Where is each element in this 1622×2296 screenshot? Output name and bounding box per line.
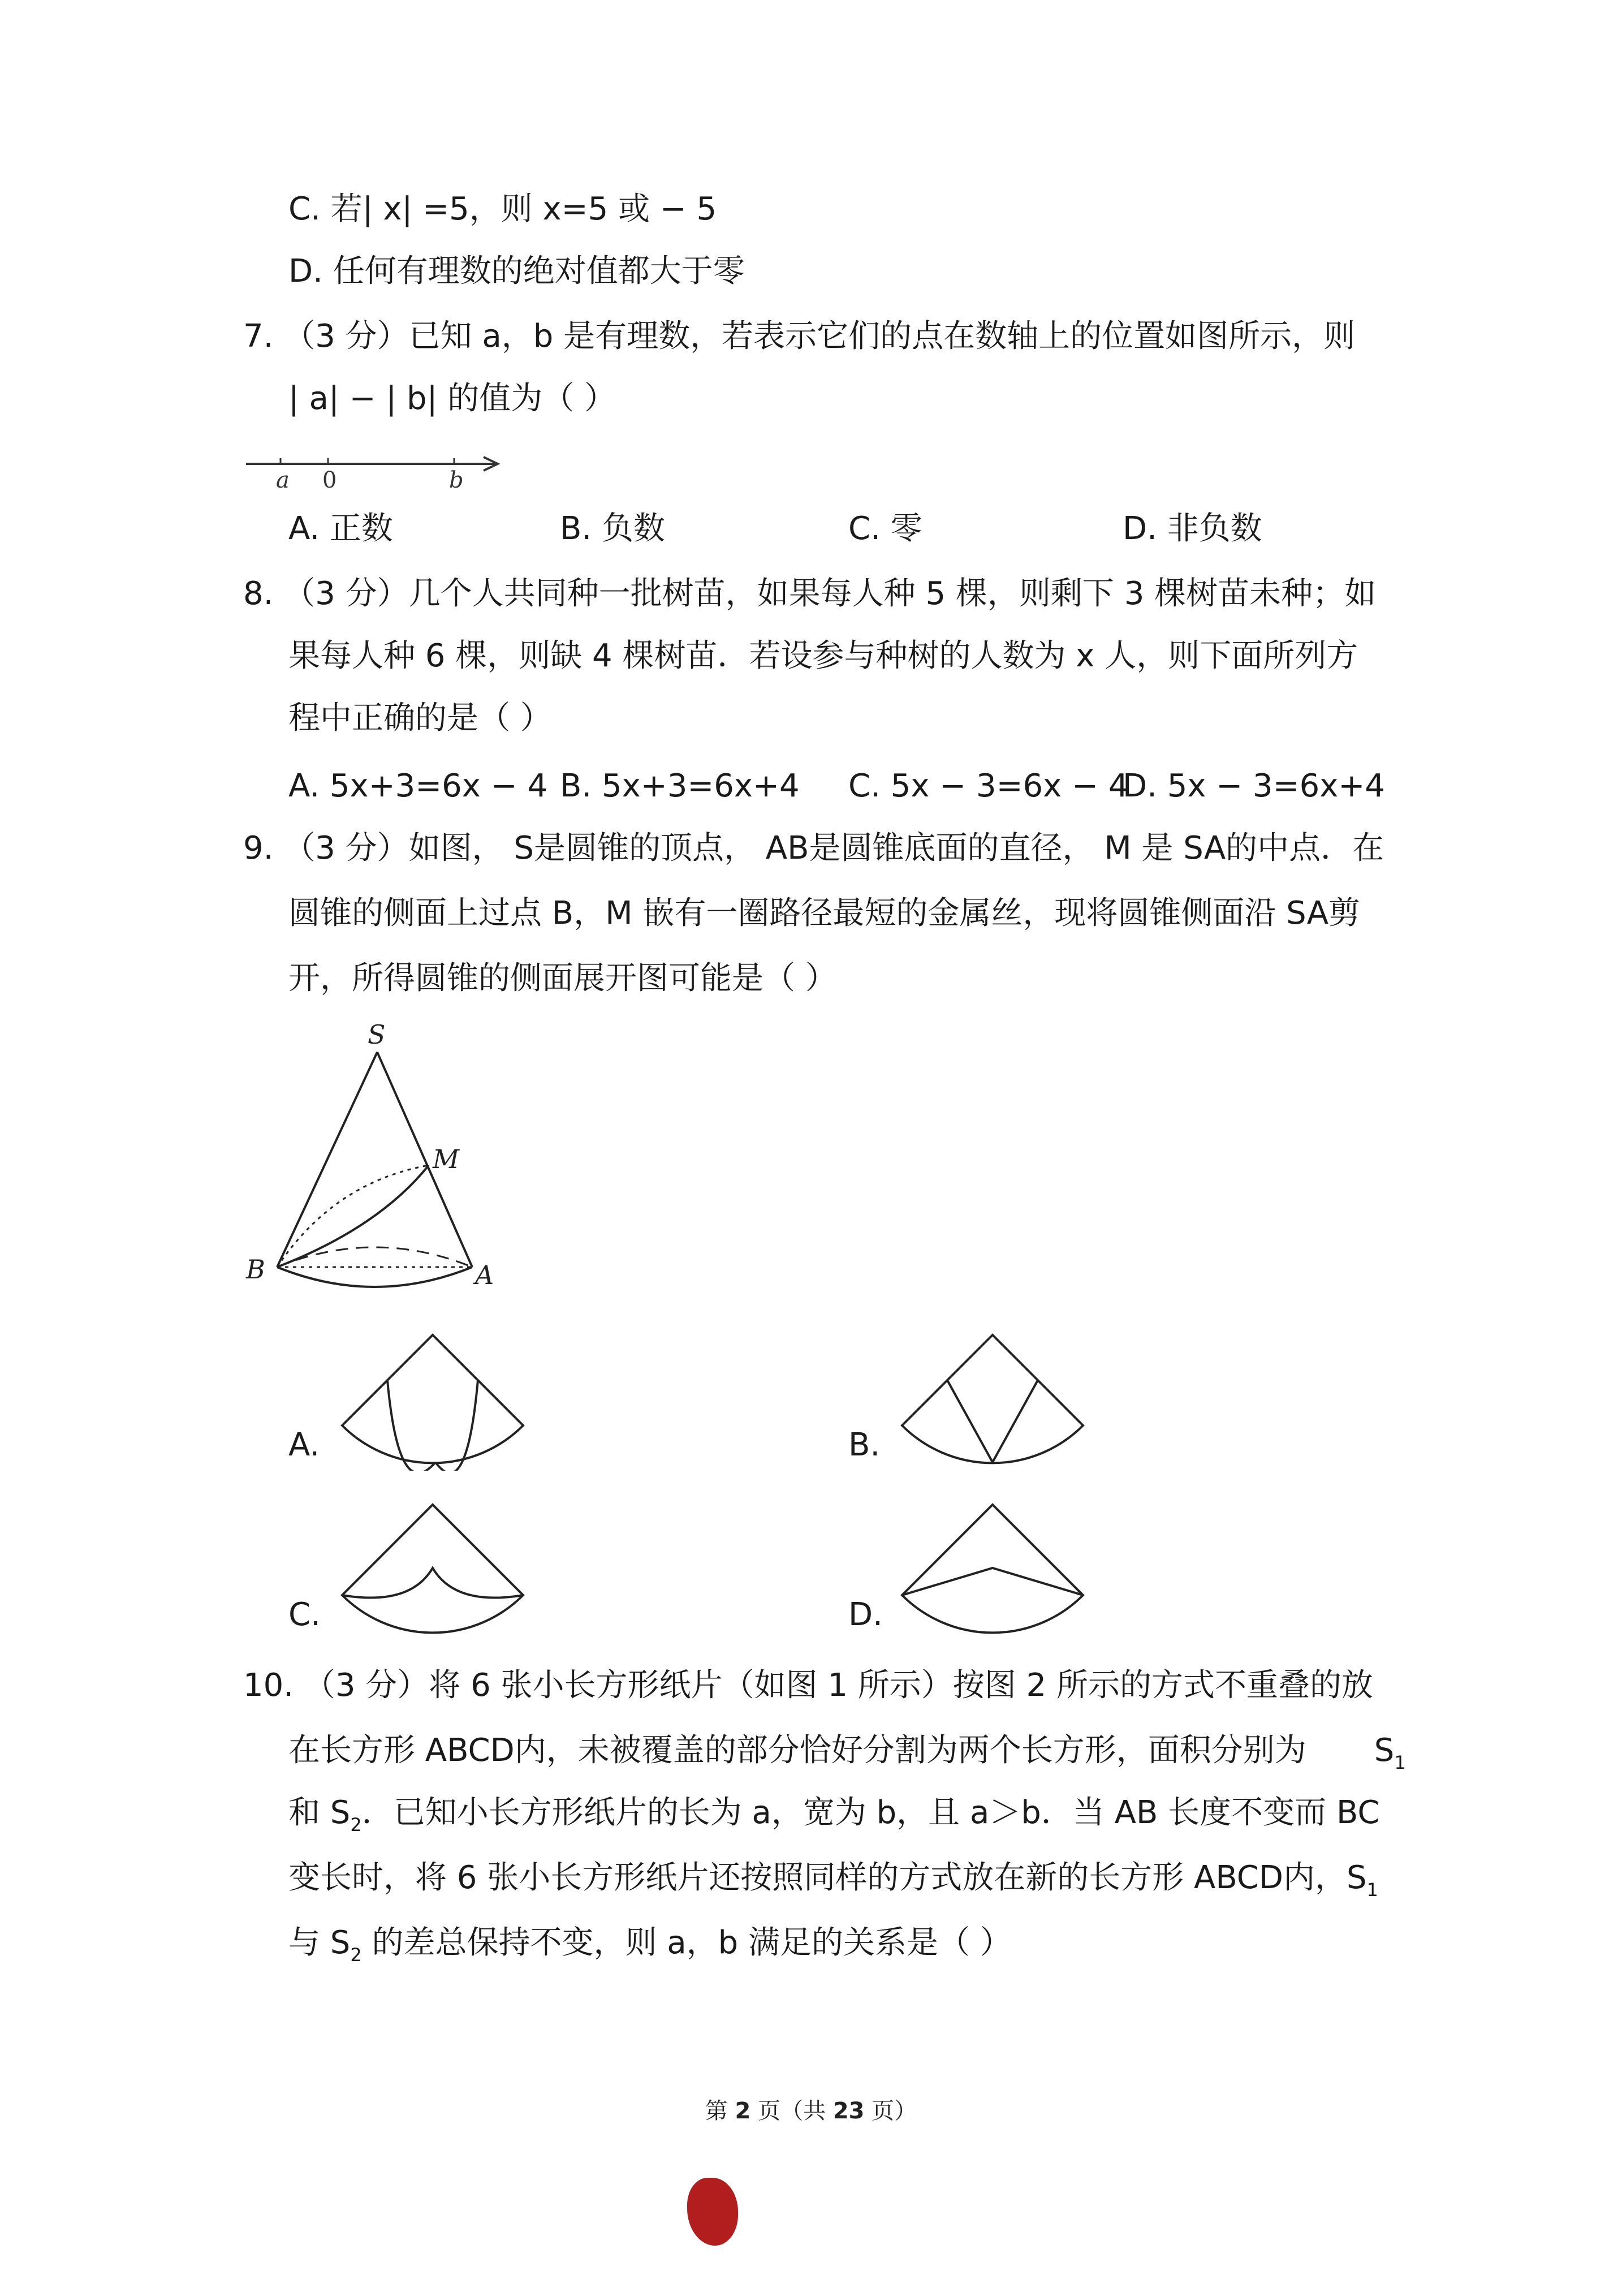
q9-option-a-label: A. bbox=[288, 1427, 320, 1463]
straight-path bbox=[902, 1568, 1083, 1595]
brand-logo bbox=[687, 2172, 947, 2257]
q7-stem-line-2: | a| − | b| 的值为（ ） bbox=[288, 380, 616, 417]
path-right bbox=[993, 1380, 1038, 1462]
q9-option-d-figure bbox=[896, 1493, 1089, 1640]
q6-option-c: C. 若| x| =5，则 x=5 或 − 5 bbox=[288, 191, 717, 227]
sector-outline bbox=[342, 1335, 523, 1463]
label-m: M bbox=[433, 1144, 460, 1174]
curved-path bbox=[342, 1568, 523, 1598]
q7-option-d: D. 非负数 bbox=[1123, 510, 1262, 547]
path-left bbox=[947, 1380, 993, 1462]
q8-stem-line-3: 程中正确的是（ ） bbox=[288, 700, 552, 736]
q8-option-b: B. 5x+3=6x+4 bbox=[560, 768, 800, 804]
q9-option-c-label: C. bbox=[288, 1596, 321, 1633]
q9-stem-line-2: 圆锥的侧面上过点 B，M 嵌有一圈路径最短的金属丝，现将圆锥侧面沿 SA剪 bbox=[288, 895, 1361, 932]
number-line-figure bbox=[243, 447, 509, 498]
q9-stem-line-3: 开，所得圆锥的侧面展开图可能是（ ） bbox=[288, 960, 837, 997]
q8-option-c: C. 5x − 3=6x − 4 bbox=[848, 768, 1129, 804]
q8-option-d: D. 5x − 3=6x+4 bbox=[1123, 768, 1385, 804]
q7-stem-line-1: 7. （3 分）已知 a，b 是有理数，若表示它们的点在数轴上的位置如图所示，则 bbox=[243, 318, 1356, 355]
q10-stem-line-4: 变长时，将 6 张小长方形纸片还按照同样的方式放在新的长方形 ABCD内，$S_1$ bbox=[288, 1859, 1378, 1901]
cone-edge-sb bbox=[277, 1052, 377, 1267]
page-footer: 第 2 页（共 23 页） bbox=[705, 2098, 917, 2124]
q8-option-a: A. 5x+3=6x − 4 bbox=[288, 768, 548, 804]
cone-base-front bbox=[277, 1267, 472, 1287]
label-b: b bbox=[449, 467, 464, 493]
q9-option-b-figure bbox=[896, 1324, 1089, 1471]
label-a: a bbox=[276, 467, 290, 493]
sector-outline bbox=[902, 1335, 1083, 1463]
page-number: 2 bbox=[735, 2098, 751, 2124]
q9-stem-line-1: 9. （3 分）如图， S是圆锥的顶点， AB是圆锥底面的直径， M 是 SA的中点．在 bbox=[243, 830, 1384, 867]
q8-stem-line-2: 果每人种 6 棵，则缺 4 棵树苗．若设参与种树的人数为 x 人，则下面所列方 bbox=[288, 637, 1358, 674]
label-b: B bbox=[246, 1254, 265, 1285]
q9-option-b-label: B. bbox=[848, 1427, 881, 1463]
cone-base-back bbox=[277, 1247, 472, 1267]
q10-stem-line-5: 与 $S_2$ 的差总保持不变，则 a，b 满足的关系是（ ） bbox=[288, 1924, 1012, 1966]
label-a: A bbox=[475, 1260, 494, 1290]
label-s: S bbox=[368, 1019, 386, 1050]
q9-option-c-figure bbox=[337, 1493, 529, 1640]
q7-option-a: A. 正数 bbox=[288, 510, 393, 547]
q10-stem-line-2: 在长方形 ABCD内，未被覆盖的部分恰好分割为两个长方形，面积分别为 $S_1$ bbox=[288, 1732, 1406, 1773]
q9-option-a-figure bbox=[337, 1324, 529, 1471]
q10-stem-line-1: 10. （3 分）将 6 张小长方形纸片（如图 1 所示）按图 2 所示的方式不重叠的放 bbox=[243, 1667, 1373, 1704]
q6-option-d: D. 任何有理数的绝对值都大于零 bbox=[288, 253, 745, 290]
q8-stem-line-1: 8. （3 分）几个人共同种一批树苗，如果每人种 5 棵，则剩下 3 棵树苗未种；如 bbox=[243, 575, 1377, 612]
q7-option-c: C. 零 bbox=[848, 510, 922, 547]
q10-stem-line-3: 和 $S_2$．已知小长方形纸片的长为 a，宽为 b，且 a＞b．当 AB 长度不变而 BC bbox=[288, 1794, 1380, 1836]
q7-option-b: B. 负数 bbox=[560, 510, 666, 547]
q9-option-d-label: D. bbox=[848, 1596, 883, 1633]
page-total: 23 bbox=[832, 2098, 865, 2124]
cone-figure bbox=[238, 1013, 509, 1301]
seal-icon bbox=[687, 2178, 738, 2246]
label-zero: 0 bbox=[322, 467, 337, 493]
